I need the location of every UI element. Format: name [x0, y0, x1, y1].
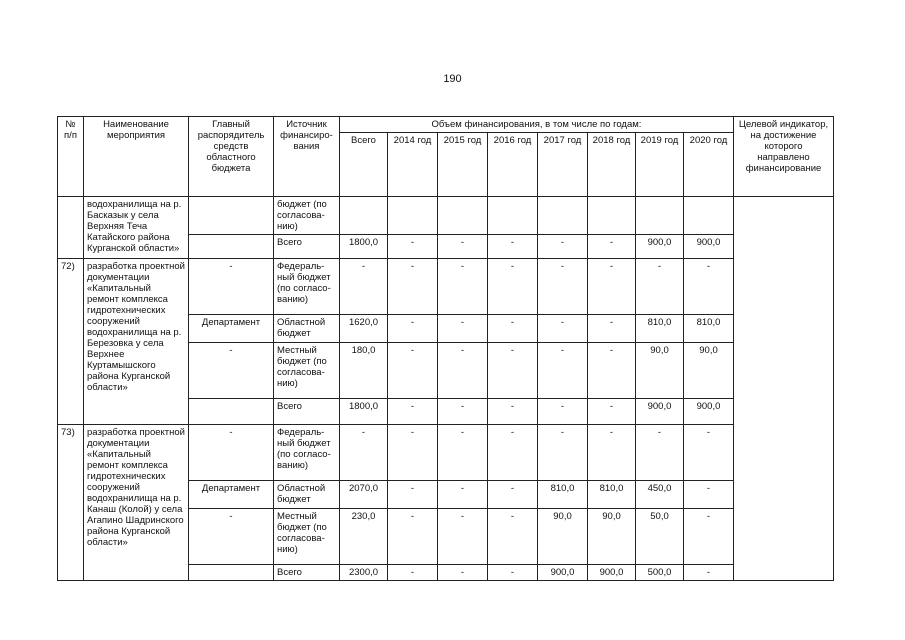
cell-2018: -: [588, 259, 636, 315]
header-year-2018: 2018 год: [588, 133, 636, 197]
cell-2014: -: [388, 425, 438, 481]
cell-2015: -: [438, 343, 488, 399]
cell-2017: -: [538, 235, 588, 259]
cell-2015: -: [438, 565, 488, 581]
cell-2020: -: [684, 481, 734, 509]
cell-2017: -: [538, 315, 588, 343]
cell-2017: -: [538, 399, 588, 425]
cell-2016: -: [488, 315, 538, 343]
cell-2018: -: [588, 399, 636, 425]
cell-total: 1800,0: [340, 399, 388, 425]
cell-total: 1800,0: [340, 235, 388, 259]
row-manager: [189, 197, 274, 235]
cell-2016: [488, 197, 538, 235]
header-volume: Объем финансирования, в том числе по годам:: [340, 117, 734, 133]
row-manager: [189, 565, 274, 581]
row-manager: [189, 235, 274, 259]
cell-2020: 900,0: [684, 399, 734, 425]
cell-2014: -: [388, 259, 438, 315]
header-year-2014: 2014 год: [388, 133, 438, 197]
cell-2017: [538, 197, 588, 235]
cell-2020: 810,0: [684, 315, 734, 343]
cell-total: 230,0: [340, 509, 388, 565]
cell-2016: -: [488, 425, 538, 481]
cell-2019: 810,0: [636, 315, 684, 343]
cell-total: [340, 197, 388, 235]
cell-2015: -: [438, 235, 488, 259]
cell-2014: -: [388, 399, 438, 425]
header-indicator: Целевой индикатор, на достижение которого направлено финансирование: [734, 117, 834, 197]
cell-2014: -: [388, 565, 438, 581]
cell-2018: 810,0: [588, 481, 636, 509]
cell-2017: 810,0: [538, 481, 588, 509]
cell-2018: 900,0: [588, 565, 636, 581]
cell-total: 2070,0: [340, 481, 388, 509]
table-row: [58, 425, 834, 481]
row-manager: [189, 399, 274, 425]
row-num: 73): [58, 425, 84, 581]
cell-2017: -: [538, 425, 588, 481]
cell-2018: [588, 197, 636, 235]
row-name: водохранилища на р. Басказык у села Верхняя Теча Катайского района Курганской области»: [84, 197, 189, 259]
row-source: Федераль-ный бюджет (по согласо-ванию): [274, 259, 340, 315]
row-source: бюджет (по согласова-нию): [274, 197, 340, 235]
cell-2019: -: [636, 259, 684, 315]
cell-2016: -: [488, 509, 538, 565]
cell-total: -: [340, 259, 388, 315]
cell-2019: 450,0: [636, 481, 684, 509]
financing-table: [57, 116, 834, 581]
cell-2018: -: [588, 343, 636, 399]
header-year-2015: 2015 год: [438, 133, 488, 197]
cell-2014: -: [388, 343, 438, 399]
cell-2018: -: [588, 315, 636, 343]
cell-2019: -: [636, 425, 684, 481]
cell-2017: 90,0: [538, 509, 588, 565]
cell-2015: -: [438, 315, 488, 343]
cell-2015: -: [438, 481, 488, 509]
cell-2017: -: [538, 343, 588, 399]
row-source: Всего: [274, 235, 340, 259]
cell-2016: -: [488, 259, 538, 315]
row-source: Областной бюджет: [274, 481, 340, 509]
header-year-2019: 2019 год: [636, 133, 684, 197]
cell-2017: -: [538, 259, 588, 315]
cell-2015: -: [438, 509, 488, 565]
row-name: разработка проектной документации «Капитальный ремонт комплекса гидротехнических сооружений водохранилища на р. Березовка у села Верхнее Куртамышского района Курганской области»: [84, 259, 189, 425]
row-manager: -: [189, 259, 274, 315]
row-source: Областной бюджет: [274, 315, 340, 343]
row-source: Местный бюджет (по согласова-нию): [274, 343, 340, 399]
cell-2018: -: [588, 425, 636, 481]
cell-2016: -: [488, 565, 538, 581]
cell-2020: 90,0: [684, 343, 734, 399]
cell-2014: -: [388, 235, 438, 259]
row-indicator: [734, 197, 834, 581]
cell-2016: -: [488, 343, 538, 399]
row-manager: -: [189, 425, 274, 481]
cell-2018: 90,0: [588, 509, 636, 565]
cell-total: 2300,0: [340, 565, 388, 581]
header-num: № п/п: [58, 117, 84, 197]
header-year-2017: 2017 год: [538, 133, 588, 197]
cell-2015: [438, 197, 488, 235]
row-source: Местный бюджет (по согласова-нию): [274, 509, 340, 565]
header-total: Всего: [340, 133, 388, 197]
cell-2020: -: [684, 259, 734, 315]
cell-total: 1620,0: [340, 315, 388, 343]
cell-2019: 900,0: [636, 235, 684, 259]
cell-total: 180,0: [340, 343, 388, 399]
cell-2020: 900,0: [684, 235, 734, 259]
cell-2019: [636, 197, 684, 235]
cell-2019: 50,0: [636, 509, 684, 565]
header-year-2020: 2020 год: [684, 133, 734, 197]
cell-2016: -: [488, 235, 538, 259]
row-manager: Департамент: [189, 315, 274, 343]
cell-2020: [684, 197, 734, 235]
cell-2020: -: [684, 509, 734, 565]
row-manager: Департамент: [189, 481, 274, 509]
row-manager: -: [189, 343, 274, 399]
cell-2014: [388, 197, 438, 235]
cell-2014: -: [388, 481, 438, 509]
row-source: Всего: [274, 399, 340, 425]
header-year-2016: 2016 год: [488, 133, 538, 197]
row-num: [58, 197, 84, 259]
cell-2016: -: [488, 481, 538, 509]
row-name: разработка проектной документации «Капитальный ремонт комплекса гидротехнических сооружений водохранилища на р. Канаш (Колой) у села Агапино Шадринского района Курганской области»: [84, 425, 189, 581]
cell-2014: -: [388, 509, 438, 565]
table-row: [58, 197, 834, 235]
cell-2019: 90,0: [636, 343, 684, 399]
header-manager: Главный распорядитель средств областного бюджета: [189, 117, 274, 197]
cell-2016: -: [488, 399, 538, 425]
cell-2020: -: [684, 425, 734, 481]
cell-2015: -: [438, 425, 488, 481]
cell-2018: -: [588, 235, 636, 259]
cell-2017: 900,0: [538, 565, 588, 581]
header-source: Источник финансиро-вания: [274, 117, 340, 197]
row-source: Всего: [274, 565, 340, 581]
row-source: Федераль-ный бюджет (по согласо-ванию): [274, 425, 340, 481]
cell-2020: -: [684, 565, 734, 581]
page-number: 190: [443, 73, 462, 85]
cell-2015: -: [438, 399, 488, 425]
row-num: 72): [58, 259, 84, 425]
row-manager: -: [189, 509, 274, 565]
cell-2019: 500,0: [636, 565, 684, 581]
cell-2019: 900,0: [636, 399, 684, 425]
header-name: Наименование мероприятия: [84, 117, 189, 197]
cell-2014: -: [388, 315, 438, 343]
cell-total: -: [340, 425, 388, 481]
table-row: [58, 259, 834, 315]
cell-2015: -: [438, 259, 488, 315]
